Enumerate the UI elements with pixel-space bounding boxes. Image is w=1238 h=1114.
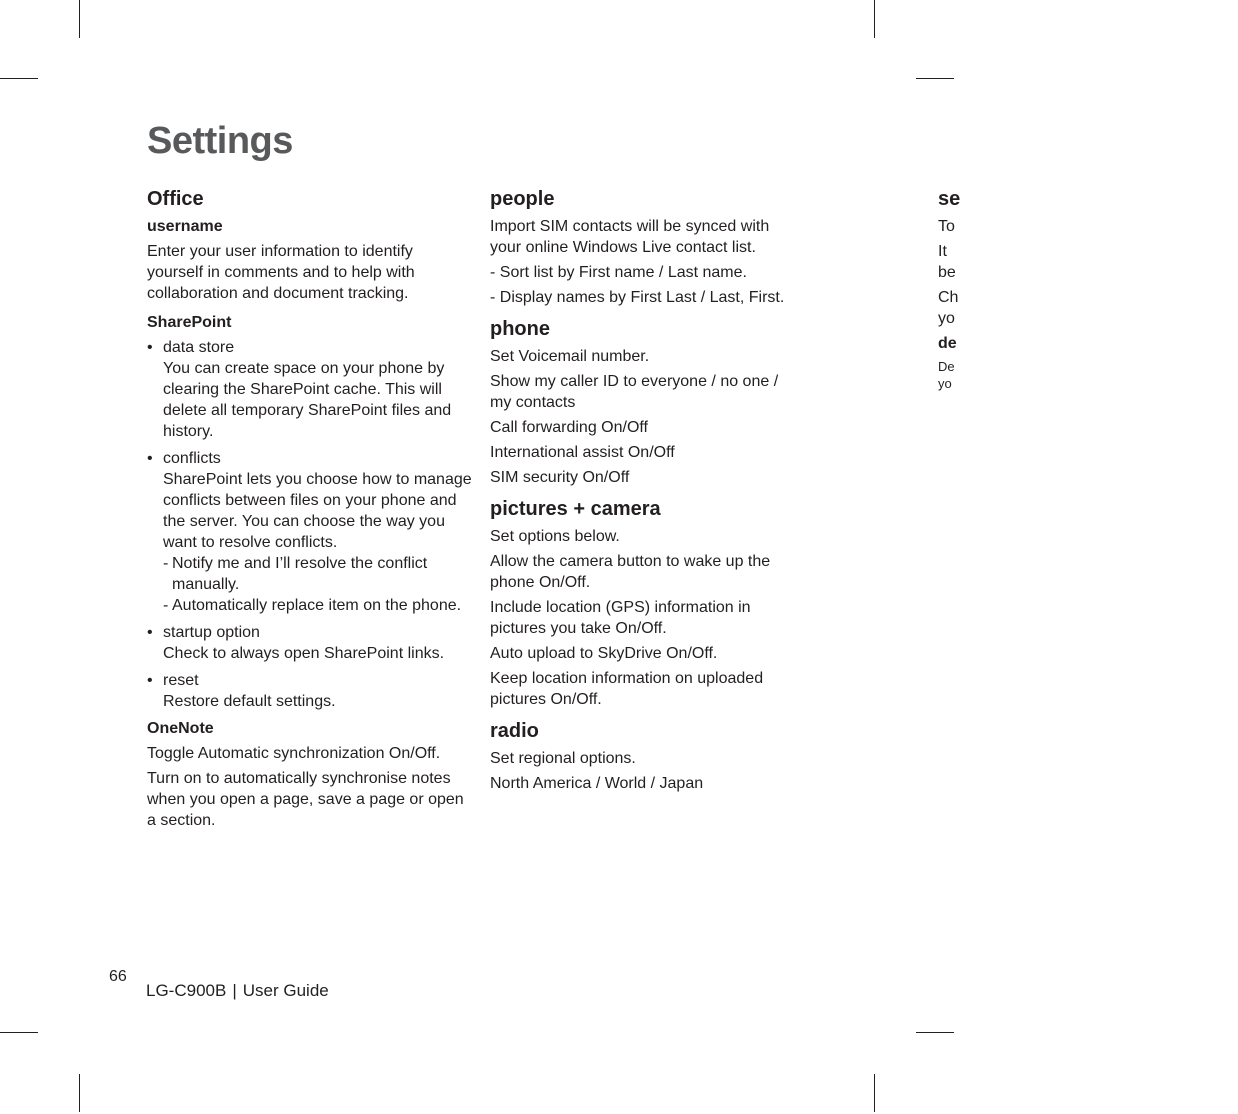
radio-heading: radio	[490, 720, 539, 742]
page-number: 66	[109, 968, 127, 985]
conflicts-text: SharePoint lets you choose how to manage conflicts between files on your phone and the server. You can choose the way you want to resolve conflicts.	[163, 471, 472, 551]
conflicts-options	[163, 553, 472, 616]
sharepoint-list	[147, 337, 472, 712]
onenote-heading: OneNote	[147, 720, 214, 737]
data-store-label: • data store	[163, 339, 235, 356]
cutoff-subheading: de	[938, 335, 957, 352]
pictures-line: Allow the camera button to wake up the phone On/Off.	[490, 553, 771, 591]
cutoff-small: yo	[938, 376, 952, 391]
column-phone-settings	[490, 186, 795, 798]
list-item-reset	[147, 670, 472, 712]
crop-mark	[79, 1074, 80, 1112]
column-cutoff	[938, 186, 1238, 392]
phone-line: Call forwarding On/Off	[490, 419, 648, 436]
phone-line: Show my caller ID to everyone / no one / my contacts	[490, 373, 779, 411]
crop-mark	[916, 1032, 954, 1033]
crop-mark	[916, 78, 954, 79]
list-item-startup	[147, 622, 472, 664]
crop-mark	[0, 1032, 38, 1033]
conflicts-option: - Automatically replace item on the phone.	[163, 595, 472, 616]
crop-mark	[79, 0, 80, 38]
username-text: Enter your user information to identify yourself in comments and to help with collaboration and document tracking.	[147, 243, 415, 302]
reset-label: • reset	[163, 672, 199, 689]
column-office	[147, 186, 472, 835]
page-title: Settings	[147, 120, 293, 162]
pictures-heading: pictures + camera	[490, 498, 661, 520]
cutoff-line: To	[938, 218, 955, 235]
phone-line: International assist On/Off	[490, 444, 675, 461]
radio-line: North America / World / Japan	[490, 775, 704, 792]
footer-model: LG-C900B	[146, 981, 227, 1000]
pictures-line: Auto upload to SkyDrive On/Off.	[490, 645, 718, 662]
username-heading: username	[147, 218, 223, 235]
office-heading: Office	[147, 188, 204, 210]
cutoff-line: Ch	[938, 289, 959, 306]
phone-heading: phone	[490, 318, 550, 340]
phone-line: Set Voicemail number.	[490, 348, 650, 365]
people-line: - Display names by First Last / Last, First.	[490, 289, 785, 306]
cutoff-heading: se	[938, 188, 961, 210]
sharepoint-heading: SharePoint	[147, 314, 232, 331]
pictures-line: Include location (GPS) information in pictures you take On/Off.	[490, 599, 751, 637]
startup-label: • startup option	[163, 624, 260, 641]
reset-text: Restore default settings.	[163, 693, 336, 710]
cutoff-line: be	[938, 264, 956, 281]
list-item-conflicts	[147, 448, 472, 616]
footer-guide: User Guide	[242, 981, 329, 1000]
onenote-line: Toggle Automatic synchronization On/Off.	[147, 745, 441, 762]
list-item-data-store	[147, 337, 472, 442]
conflicts-label: • conflicts	[163, 450, 221, 467]
phone-line: SIM security On/Off	[490, 469, 630, 486]
footer	[146, 981, 329, 1001]
crop-mark	[874, 0, 875, 38]
cutoff-line: yo	[938, 310, 955, 327]
people-line: Import SIM contacts will be synced with your online Windows Live contact list.	[490, 218, 770, 256]
onenote-line: Turn on to automatically synchronise notes when you open a page, save a page or open a section.	[147, 770, 464, 829]
conflicts-option: - Notify me and I’ll resolve the conflict manually.	[163, 553, 472, 595]
cutoff-small: De	[938, 359, 955, 374]
pictures-line: Keep location information on uploaded pictures On/Off.	[490, 670, 764, 708]
pictures-line: Set options below.	[490, 528, 620, 545]
cutoff-line: It	[938, 243, 947, 260]
radio-line: Set regional options.	[490, 750, 636, 767]
crop-mark	[0, 78, 38, 79]
crop-mark	[874, 1074, 875, 1112]
footer-separator: |	[232, 981, 237, 1000]
startup-text: Check to always open SharePoint links.	[163, 645, 445, 662]
data-store-text: You can create space on your phone by clearing the SharePoint cache. This will delete all temporary SharePoint files and history.	[163, 360, 452, 440]
people-line: - Sort list by First name / Last name.	[490, 264, 747, 281]
people-heading: people	[490, 188, 555, 210]
